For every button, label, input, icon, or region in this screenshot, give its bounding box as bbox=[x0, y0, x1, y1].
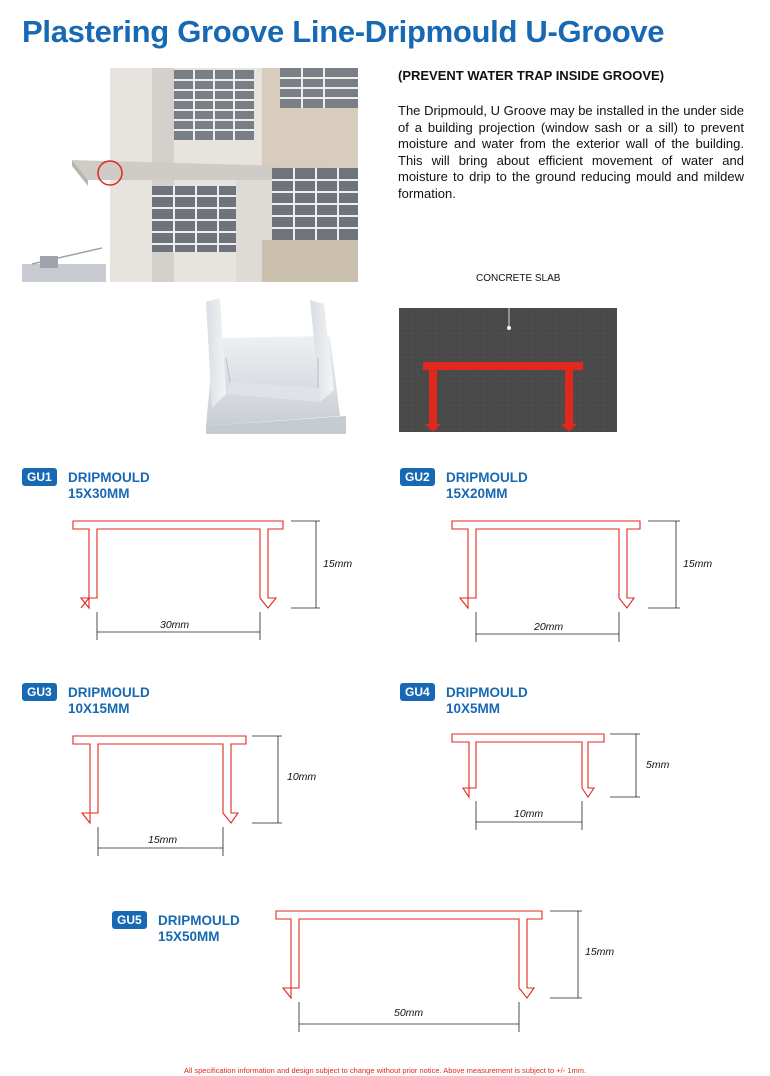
gu4-height-label: 5mm bbox=[646, 759, 670, 771]
gu4-profile bbox=[452, 734, 604, 797]
gu1-size: 15X30MM bbox=[68, 486, 130, 501]
gu5-profile bbox=[276, 911, 542, 998]
gu4-name: DRIPMOULD bbox=[446, 685, 528, 700]
gu1-name: DRIPMOULD bbox=[68, 470, 150, 485]
gu1-height-label: 15mm bbox=[323, 558, 353, 570]
gu3-name: DRIPMOULD bbox=[68, 685, 150, 700]
gu4-width-label: 10mm bbox=[514, 808, 544, 820]
concrete-slab-label: CONCRETE SLAB bbox=[476, 273, 561, 284]
gu5-width-label: 50mm bbox=[394, 1007, 424, 1019]
gu3-profile bbox=[73, 736, 246, 823]
gu2-width-label: 20mm bbox=[534, 621, 564, 633]
product-description: The Dripmould, U Groove may be installed in the under side of a building projection (window sash or a sill) to prevent moisture and water from the exterior wall of the building. This will bring about efficient movement of water and moisture to drip to the ground reducing mould and mildew formation. bbox=[398, 103, 744, 201]
gu3-size: 10X15MM bbox=[68, 701, 130, 716]
gu5-name: DRIPMOULD bbox=[158, 913, 240, 928]
gu5-size: 15X50MM bbox=[158, 929, 220, 944]
gu1-badge: GU1 bbox=[22, 468, 57, 486]
gu4-height-dimension bbox=[610, 734, 640, 797]
gu2-height-label: 15mm bbox=[683, 558, 713, 570]
gu1-width-label: 30mm bbox=[160, 619, 190, 631]
gu2-height-dimension bbox=[648, 521, 680, 608]
gu2-profile bbox=[452, 521, 640, 608]
gu1-profile bbox=[73, 521, 283, 608]
gu2-size: 15X20MM bbox=[446, 486, 508, 501]
gu5-badge: GU5 bbox=[112, 911, 147, 929]
gu4-size: 10X5MM bbox=[446, 701, 501, 716]
gu3-badge: GU3 bbox=[22, 683, 57, 701]
gu5-height-dimension bbox=[550, 911, 582, 998]
gu3-height-dimension bbox=[252, 736, 282, 823]
gu1-height-dimension bbox=[291, 521, 320, 608]
page-subtitle: (PREVENT WATER TRAP INSIDE GROOVE) bbox=[398, 68, 665, 83]
disclaimer-note: All specification information and design subject to change without prior notice. Above measurement is subject to +/- 1mm. bbox=[183, 1066, 587, 1075]
gu3-height-label: 10mm bbox=[287, 771, 317, 783]
gu3-width-label: 15mm bbox=[148, 834, 178, 846]
page-title: Plastering Groove Line-Dripmould U-Groove bbox=[22, 14, 665, 49]
gu5-height-label: 15mm bbox=[585, 946, 615, 958]
gu2-name: DRIPMOULD bbox=[446, 470, 528, 485]
gu4-badge: GU4 bbox=[400, 683, 435, 701]
gu2-badge: GU2 bbox=[400, 468, 435, 486]
